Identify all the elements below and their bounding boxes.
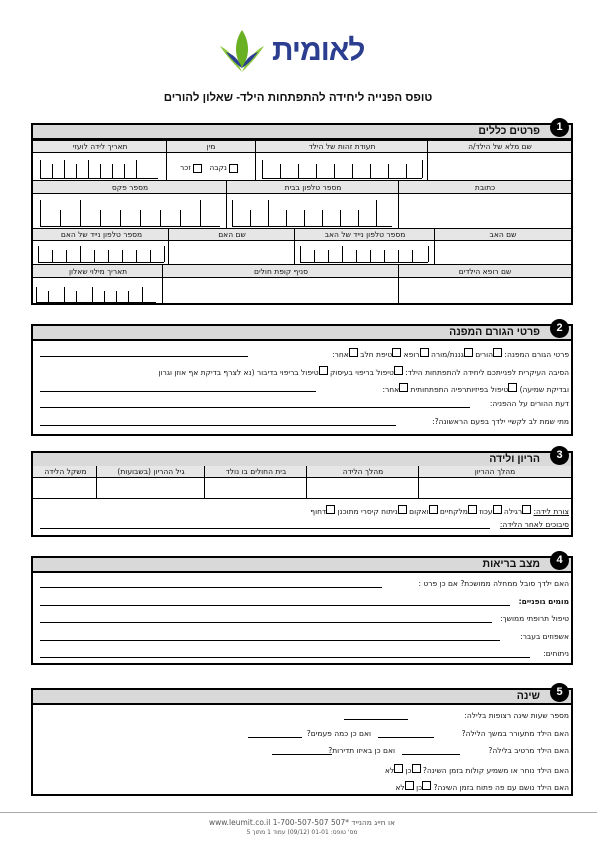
label-dob: תאריך לידה לועזי [72,142,128,151]
section-title: הריון ולידה [489,453,540,465]
bedwetting-freq-field[interactable] [272,754,332,755]
reason-line-2: ובדיקת שמיעה) טיפול בפיזיותרפיה התפתחותית אחר: [382,385,569,394]
checkbox-urgent[interactable] [326,505,335,514]
mother-phone-digit-boxes[interactable] [38,244,164,263]
checkbox-forceps[interactable] [468,505,477,514]
father-phone-digit-boxes[interactable] [300,244,428,263]
logo [218,28,388,76]
medication-label: טיפול תרופתי ממושך: [500,614,569,623]
medication-field[interactable] [40,622,492,623]
label-mother-phone: מספר טלפון נייד של האם [60,230,143,239]
first-noticed-label: מתי שמת לב לקשיי ילדך בפעם הראשונה?: [432,417,569,426]
gender-options [180,163,238,173]
checkbox-speech[interactable] [319,366,328,375]
surgeries-field[interactable] [40,657,530,658]
label-fax: מספר פקס [111,183,149,192]
section-number: 2 [550,319,569,338]
birth-form-line: צורת לידה: רגילה עכוז מלקחיים ואקום ניתוח קיסרי מתוכנן דחוף [310,507,569,516]
label-birth-weight: משקל הלידה [44,467,87,476]
reason-line: הסיבה העיקרית לפנייתכם ליחידה להתפתחות הילד: טיפול בריפוי בעיסוק טיפול בריפוי בדיבור (נא לצרף בדיקת אף אוזן וגרון [158,368,569,377]
checkbox-normal[interactable] [522,505,531,514]
form-title: טופס הפנייה ליחידה להתפתחות הילד- שאלון להורים [163,92,433,104]
first-noticed-field[interactable] [40,425,396,426]
label-gender: מין [206,142,216,151]
label-female: נקבה [209,163,227,172]
label-father-name: שם האב [489,230,517,239]
label-pediatrician: שם רופא הילדים [458,267,512,276]
logo-text: לאומית [272,34,365,67]
wake-times-field[interactable] [248,737,302,738]
section-health [31,556,573,665]
checkbox-parents[interactable] [493,348,502,357]
wake-times-label: ואם כן כמה פעמים? [306,729,371,738]
complications-label: סיבוכים לאחר הלידה: [499,520,569,529]
checkbox-reason-other[interactable] [399,383,408,392]
chronic-illness-label: האם ילדך סובל ממחלה ממושכת? אם כן פרט : [418,579,569,588]
snoring-line: האם הילד נוחר או משמיע קולות בזמן השינה? כן לא [384,766,569,775]
chronic-illness-field[interactable] [40,587,382,588]
checkbox-male[interactable] [193,164,202,173]
checkbox-doctor[interactable] [420,348,429,357]
checkbox-other[interactable] [349,348,358,357]
label-home-phone: מספר טלפון בבית [284,183,342,192]
deformities-field[interactable] [40,605,510,606]
label-mother-name: שם האם [218,230,246,239]
label-pregnancy-course: מהלך ההריון [474,467,516,476]
checkbox-mouth-yes[interactable] [422,781,431,790]
footer-form-number: מס' טופס: 01-01 (09/12) עמוד 1 מתוך 5 [246,829,358,836]
bedwetting-freq-label: ואם כן באיזו תדירות? [328,746,395,755]
label-child-id: תעודת זהות של הילד [308,142,376,151]
label-birth-course: מהלך הלידה [342,467,384,476]
hospitalizations-label: אשפוזים בעבר: [520,632,569,641]
checkbox-physio[interactable] [508,383,517,392]
checkbox-vacuum[interactable] [429,505,438,514]
section-number: 4 [550,551,569,570]
label-hospital: בית החולים בו נולד [225,467,287,476]
label-child-name: שם מלא של הילד/ה [468,142,532,151]
checkbox-teacher[interactable] [464,348,473,357]
wake-label: האם הילד מתעורר במשך הלילה? [461,729,569,738]
footer-contact: www.leumit.co.il או חייג מהנייד *507 1-700-507-507 [208,818,396,827]
sleep-hours-label: מספר שעות שינה רצופות בלילה: [464,711,569,720]
dob-digit-boxes[interactable] [40,158,158,179]
label-gestational-age: גיל ההריון (בשבועות) [117,467,185,476]
bedwetting-field[interactable] [402,754,460,755]
leaf-logo-icon [218,28,266,76]
wake-field[interactable] [378,737,434,738]
mouth-breathing-line: האם הילד נושם עם פה פתוח בזמן השינה? כן לא [395,783,569,792]
label-father-phone: מספר טלפון נייד של האב [324,230,406,239]
deformities-label: מומים גופניים: [518,597,569,606]
id-digit-boxes[interactable] [262,158,422,179]
checkbox-mouth-no[interactable] [405,781,414,790]
checkbox-snore-no[interactable] [394,764,403,773]
checkbox-snore-yes[interactable] [412,764,421,773]
checkbox-planned-cs[interactable] [398,505,407,514]
checkbox-female[interactable] [229,164,238,173]
section-number: 3 [550,446,569,465]
reason-other-field[interactable] [40,391,316,392]
section-title: שינה [516,690,540,702]
label-fill-date: תאריך מילוי שאלון [68,267,128,276]
sleep-hours-field[interactable] [344,719,408,720]
label-clinic-branch: סניף קופת חולים [254,267,308,276]
section-title: מצב בריאות [482,558,540,570]
section-title: פרטי הגורם המפנה [449,326,540,338]
home-phone-digit-boxes[interactable] [232,196,392,227]
label-address: כתובת [474,183,496,192]
complications-field[interactable] [40,528,490,529]
fill-date-digit-boxes[interactable] [36,285,156,303]
referrer-line: פרטי הגורם המפנה: הורים גננת/מורה רופא טיפת חלב אחר: [332,350,569,359]
referrer-other-field[interactable] [40,356,248,357]
checkbox-breech[interactable] [493,505,502,514]
parents-opinion-field[interactable] [40,407,470,408]
section-sleep [31,688,573,796]
checkbox-ot[interactable] [394,366,403,375]
checkbox-tipat-halav[interactable] [392,348,401,357]
fax-digit-boxes[interactable] [40,196,220,227]
section-number: 5 [550,683,569,702]
parents-opinion-label: דעת ההורים על ההפניה: [489,399,569,408]
surgeries-label: ניתוחים: [543,649,569,658]
section-title: פרטים כללים [478,125,540,137]
hospitalizations-field[interactable] [40,640,500,641]
label-male: זכר [180,163,191,172]
bedwetting-label: האם הילד מרטיב בלילה? [488,746,569,755]
section-number: 1 [550,118,569,137]
